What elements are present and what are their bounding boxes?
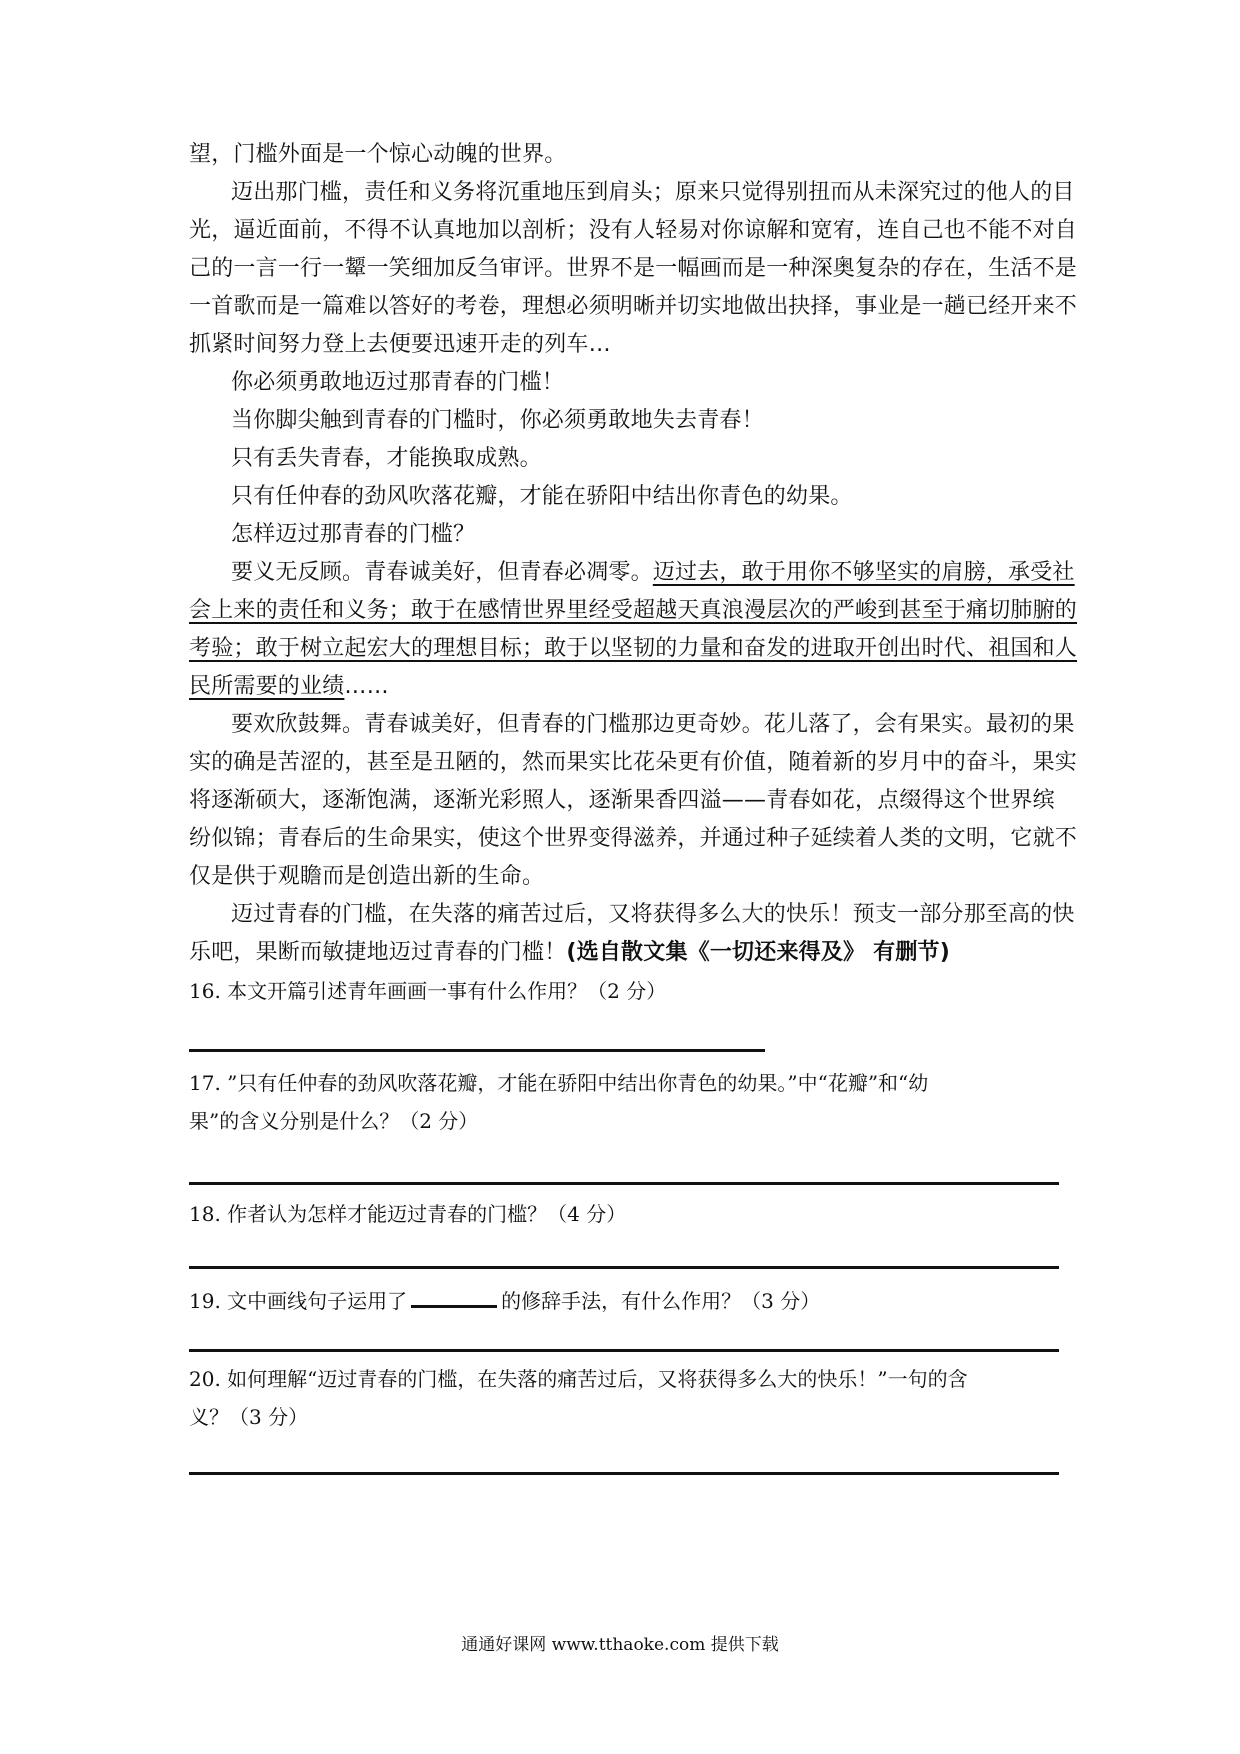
question-20: 义？（3 分） bbox=[189, 1405, 309, 1429]
passage-line: 实的确是苦涩的，甚至是丑陋的，然而果实比花朵更有价值，随着新的岁月中的奋斗，果实 bbox=[189, 750, 1078, 775]
ellipsis: …… bbox=[344, 674, 389, 699]
underlined-sentence: 考验；敢于树立起宏大的理想目标；敢于以坚韧的力量和奋发的进取开创出时代、祖国和人 bbox=[189, 636, 1078, 661]
passage-line: 迈过青春的门槛，在失落的痛苦过后，又将获得多么大的快乐！预支一部分那至高的快 bbox=[231, 902, 1075, 927]
passage-line: 只有丢失青春，才能换取成熟。 bbox=[231, 446, 542, 471]
question-19 bbox=[189, 1283, 1059, 1316]
passage-line: 一首歌而是一篇难以答好的考卷，理想必须明晰并切实地做出抉择，事业是一趟已经开来不 bbox=[189, 294, 1078, 319]
passage-line: 只有任仲春的劲风吹落花瓣，才能在骄阳中结出你青色的幼果。 bbox=[231, 484, 853, 509]
passage-line: 望，门槛外面是一个惊心动魄的世界。 bbox=[189, 142, 567, 167]
passage-line: 当你脚尖触到青春的门槛时，你必须勇敢地失去青春！ bbox=[231, 408, 764, 433]
question-19-text: 19. 文中画线句子运用了 bbox=[189, 1289, 408, 1313]
question-17: 17. ”只有任仲春的劲风吹落花瓣，才能在骄阳中结出你青色的幼果。”中“花瓣”和“幼 bbox=[189, 1071, 929, 1095]
answer-line-20[interactable] bbox=[189, 1472, 1059, 1475]
passage-line: 将逐渐硕大，逐渐饱满，逐渐光彩照人，逐渐果香四溢——青春如花，点缀得这个世界缤 bbox=[189, 788, 1055, 813]
question-20: 20. 如何理解“迈过青春的门槛，在失落的痛苦过后，又将获得多么大的快乐！”一句的含 bbox=[189, 1367, 968, 1391]
passage-line: 怎样迈过那青春的门槛？ bbox=[231, 522, 476, 547]
question-16: 16. 本文开篇引述青年画画一事有什么作用？（2 分） bbox=[189, 979, 667, 1003]
source-note: (选自散文集《一切还来得及》 有删节) bbox=[566, 940, 950, 965]
answer-line-18[interactable] bbox=[189, 1266, 1059, 1269]
passage-line: 迈出那门槛，责任和义务将沉重地压到肩头；原来只觉得别扭而从未深究过的他人的目 bbox=[231, 180, 1075, 205]
underlined-sentence: 会上来的责任和义务；敢于在感情世界里经受超越天真浪漫层次的严峻到甚至于痛切肺腑的 bbox=[189, 598, 1078, 623]
passage-line bbox=[189, 672, 1059, 702]
passage-line: 纷似锦；青春后的生命果实，使这个世界变得滋养，并通过种子延续着人类的文明，它就不 bbox=[189, 826, 1078, 851]
passage-line: 仅是供于观瞻而是创造出新的生命。 bbox=[189, 864, 545, 889]
answer-line-16[interactable] bbox=[189, 1049, 765, 1052]
question-18: 18. 作者认为怎样才能迈过青春的门槛？（4 分） bbox=[189, 1202, 627, 1226]
passage-line: 你必须勇敢地迈过那青春的门槛！ bbox=[231, 370, 565, 395]
passage-line: 己的一言一行一颦一笑细加反刍审评。世界不是一幅画而是一种深奥复杂的存在，生活不是 bbox=[189, 256, 1078, 281]
passage-line: 要欢欣鼓舞。青春诚美好，但青春的门槛那边更奇妙。花儿落了，会有果实。最初的果 bbox=[231, 712, 1075, 737]
answer-line-17[interactable] bbox=[189, 1182, 1059, 1185]
passage-line bbox=[231, 558, 1101, 588]
question-19-text: 的修辞手法，有什么作用？（3 分） bbox=[501, 1289, 821, 1313]
passage-line: 抓紧时间努力登上去便要迅速开走的列车… bbox=[189, 332, 611, 357]
fill-blank[interactable] bbox=[411, 1283, 497, 1308]
passage-text: 乐吧，果断而敏捷地迈过青春的门槛！ bbox=[189, 940, 567, 965]
underlined-sentence: 民所需要的业绩 bbox=[189, 674, 345, 699]
answer-line-19[interactable] bbox=[189, 1349, 1059, 1352]
passage-line bbox=[189, 938, 1059, 968]
passage-text: 要义无反顾。青春诚美好，但青春必凋零。 bbox=[231, 560, 653, 585]
page-footer: 通通好课网 www.tthaoke.com 提供下载 bbox=[461, 1635, 779, 1655]
underlined-sentence: 迈过去，敢于用你不够坚实的肩膀，承受社 bbox=[652, 560, 1075, 585]
question-17: 果”的含义分别是什么？（2 分） bbox=[189, 1109, 479, 1133]
passage-line: 光，逼近面前，不得不认真地加以剖析；没有人轻易对你谅解和宽宥，连自己也不能不对自 bbox=[189, 218, 1078, 243]
